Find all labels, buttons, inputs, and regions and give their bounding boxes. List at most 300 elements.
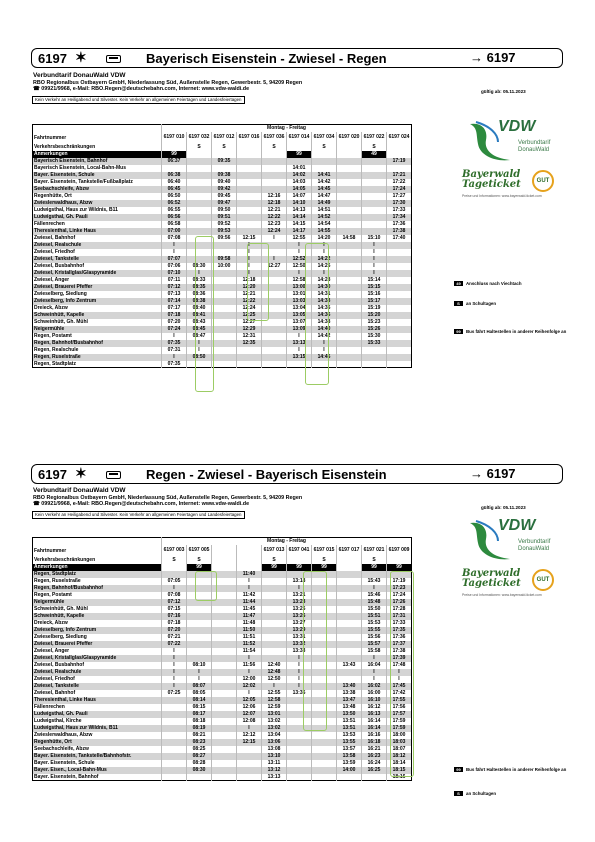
departure-time — [237, 158, 262, 165]
stop-name: Zwiesel, Tankstelle — [33, 683, 162, 690]
departure-time — [237, 207, 262, 214]
departure-time — [387, 277, 412, 284]
departure-time — [187, 648, 212, 655]
operator-address: RBO Regionalbus Ostbayern GmbH, Niederlassung Süd, Außenstelle Regen, Gewerbestr. 5, 94209 Regen — [33, 494, 303, 501]
departure-time — [337, 641, 362, 648]
departure-time: 13:09 — [287, 326, 312, 333]
departure-time: 06:56 — [162, 214, 187, 221]
departure-time — [262, 277, 287, 284]
departure-time: 16:16 — [362, 732, 387, 739]
stop-name: Zwieslerwaldhaus, Abzw — [33, 200, 162, 207]
departure-time: I — [162, 354, 187, 361]
departure-time: 08:30 — [187, 263, 212, 270]
departure-time: 17:55 — [387, 697, 412, 704]
departure-time: 12:12 — [237, 732, 262, 739]
departure-time — [162, 711, 187, 718]
departure-time: 16:10 — [362, 697, 387, 704]
stop-row — [33, 606, 412, 613]
departure-time: 17:23 — [387, 585, 412, 592]
departure-time: I — [162, 669, 187, 676]
departure-time — [387, 242, 412, 249]
stop-name: Ludwigsthal, Haus zur Wildnis, B11 — [33, 725, 162, 732]
notes-cell — [387, 151, 412, 158]
departure-time: I — [162, 242, 187, 249]
legend-text: an Schultagen — [466, 791, 497, 796]
departure-time — [387, 326, 412, 333]
departure-time: I — [237, 585, 262, 592]
vdw-text: VDW — [498, 517, 536, 534]
departure-time: 12:06 — [237, 704, 262, 711]
departure-time: 08:41 — [187, 312, 212, 319]
departure-time — [312, 627, 337, 634]
departure-time: 15:43 — [362, 578, 387, 585]
departure-time: I — [162, 249, 187, 256]
departure-time: 06:40 — [162, 179, 187, 186]
departure-time: 07:18 — [162, 620, 187, 627]
vdw-subtext — [518, 140, 550, 154]
departure-time — [312, 655, 337, 662]
departure-time — [187, 571, 212, 578]
departure-time: 08:15 — [187, 704, 212, 711]
restriction-cell: S — [362, 557, 387, 564]
departure-time — [312, 676, 337, 683]
stop-row — [33, 753, 412, 760]
departure-time — [312, 641, 337, 648]
stop-row — [33, 228, 412, 235]
service-note: Kein Verkehr an Heiligabend und Silvester. Kein Verkehr an allgemeinen Feiertagen und Landesfeiertagen — [32, 96, 245, 104]
departure-time: 12:50 — [262, 676, 287, 683]
restriction-cell: S — [187, 144, 212, 151]
departure-time — [212, 165, 237, 172]
departure-time — [337, 347, 362, 354]
bus-icon — [106, 471, 121, 479]
notes-cell — [212, 564, 237, 571]
departure-time — [187, 585, 212, 592]
departure-time — [387, 305, 412, 312]
departure-time: 14:28 — [312, 277, 337, 284]
departure-time: 12:52 — [287, 256, 312, 263]
departure-time — [212, 669, 237, 676]
departure-time: 17:59 — [387, 718, 412, 725]
departure-time: 13:00 — [287, 284, 312, 291]
departure-time: 17:35 — [387, 627, 412, 634]
departure-time: 06:50 — [162, 193, 187, 200]
departure-time: 11:45 — [237, 606, 262, 613]
departure-time: 07:35 — [162, 340, 187, 347]
departure-time: I — [362, 242, 387, 249]
departure-time — [312, 669, 337, 676]
stop-row — [33, 305, 412, 312]
departure-time — [237, 228, 262, 235]
departure-time — [362, 207, 387, 214]
stop-name: Seebachschleife, Abzw — [33, 746, 162, 753]
departure-time: 06:58 — [162, 221, 187, 228]
departure-time: 12:22 — [237, 298, 262, 305]
departure-time — [287, 704, 312, 711]
departure-time — [212, 354, 237, 361]
notes-cell — [212, 151, 237, 158]
departure-time — [162, 165, 187, 172]
departure-time — [262, 158, 287, 165]
departure-time: 13:02 — [262, 718, 287, 725]
departure-time — [337, 221, 362, 228]
departure-time: 12:27 — [262, 263, 287, 270]
departure-time: 09:53 — [212, 228, 237, 235]
legend-s — [454, 791, 497, 797]
departure-time: 18:15 — [387, 767, 412, 774]
departure-time: 11:52 — [237, 641, 262, 648]
stop-name: Ludwigsthal, Haus zur Wildnis, B11 — [33, 207, 162, 214]
stop-row — [33, 767, 412, 774]
departure-time — [212, 739, 237, 746]
departure-time — [337, 613, 362, 620]
stop-name: Zwiesel, Kristallglas/Glaspyramide — [33, 270, 162, 277]
departure-time — [287, 718, 312, 725]
departure-time — [337, 214, 362, 221]
departure-time — [337, 165, 362, 172]
departure-time: 06:55 — [162, 207, 187, 214]
departure-time: I — [262, 256, 287, 263]
departure-time: 11:40 — [237, 571, 262, 578]
tageticket-text — [462, 170, 521, 190]
restriction-row — [33, 557, 412, 564]
departure-time: 12:21 — [237, 291, 262, 298]
departure-time: 13:26 — [287, 613, 312, 620]
stop-name: Ludwigsthal, Gh. Pauli — [33, 214, 162, 221]
departure-time: 13:43 — [337, 662, 362, 669]
stop-name: Regenhütte, Ort — [33, 739, 162, 746]
departure-time: I — [362, 270, 387, 277]
legend-text: Bus fährt Haltestellen in anderer Reihenfolge an — [466, 767, 567, 772]
departure-time: 12:15 — [237, 235, 262, 242]
departure-time: 11:48 — [237, 620, 262, 627]
day-header: Montag - Freitag — [162, 538, 412, 545]
notes-cell — [337, 564, 362, 571]
departure-time — [162, 571, 187, 578]
stop-row — [33, 732, 412, 739]
departure-time: 08:28 — [187, 760, 212, 767]
departure-time: 14:14 — [287, 214, 312, 221]
departure-time: 06:52 — [162, 200, 187, 207]
route-header-outbound — [31, 48, 563, 68]
departure-time: 18:07 — [387, 746, 412, 753]
departure-time: I — [187, 347, 212, 354]
departure-time — [312, 578, 337, 585]
departure-time — [337, 277, 362, 284]
tageticket-line2: Tageticket — [462, 179, 521, 190]
departure-time: 14:17 — [287, 228, 312, 235]
departure-time: 14:03 — [287, 179, 312, 186]
departure-time: 18:14 — [387, 760, 412, 767]
departure-time — [262, 592, 287, 599]
departure-time — [237, 214, 262, 221]
departure-time: 12:27 — [237, 319, 262, 326]
trip-number: 6197 032 — [187, 132, 212, 144]
departure-time — [387, 319, 412, 326]
stop-row — [33, 655, 412, 662]
departure-time: 14:38 — [312, 319, 337, 326]
departure-time — [262, 291, 287, 298]
departure-time: 13:55 — [337, 739, 362, 746]
stop-name: Zwiesel, Brauerei Pfeffer — [33, 284, 162, 291]
departure-time — [237, 179, 262, 186]
departure-time: 12:58 — [262, 697, 287, 704]
notes-cell: 99 — [287, 564, 312, 571]
departure-time — [262, 648, 287, 655]
gut-badge: GUT — [532, 170, 554, 192]
departure-time: 07:08 — [162, 592, 187, 599]
stop-row — [33, 207, 412, 214]
departure-time: 06:45 — [162, 186, 187, 193]
stop-name: Zwiesel, Bahnhof — [33, 690, 162, 697]
legend-key: 99 — [454, 767, 463, 772]
notes-cell: 99 — [387, 564, 412, 571]
stop-name: Schweinhütt, Kapelle — [33, 312, 162, 319]
departure-time — [212, 333, 237, 340]
departure-time: 14:45 — [312, 186, 337, 193]
restriction-cell: S — [312, 557, 337, 564]
stop-name: Zwiesel, Brauerei Pfeffer — [33, 641, 162, 648]
departure-time — [212, 648, 237, 655]
departure-time — [162, 704, 187, 711]
departure-time — [387, 312, 412, 319]
trip-number: 6197 036 — [262, 132, 287, 144]
departure-time: 06:38 — [162, 172, 187, 179]
departure-time — [362, 172, 387, 179]
stop-row — [33, 179, 412, 186]
restriction-cell — [212, 557, 237, 564]
departure-time: 13:48 — [337, 704, 362, 711]
departure-time: 13:57 — [337, 746, 362, 753]
departure-time — [312, 599, 337, 606]
departure-time: 13:01 — [262, 711, 287, 718]
restriction-label: Verkehrsbeschränkungen — [33, 144, 162, 151]
departure-time — [387, 270, 412, 277]
departure-time: 09:56 — [212, 235, 237, 242]
stop-row — [33, 298, 412, 305]
tageticket-line1: Bayerwald — [462, 568, 521, 579]
departure-time: I — [237, 655, 262, 662]
departure-time: 15:51 — [362, 613, 387, 620]
departure-time — [212, 270, 237, 277]
departure-time: 14:20 — [312, 235, 337, 242]
departure-time: 15:16 — [362, 291, 387, 298]
stop-row — [33, 592, 412, 599]
departure-time: 09:38 — [212, 172, 237, 179]
departure-time: 16:02 — [362, 683, 387, 690]
departure-time: 14:00 — [337, 767, 362, 774]
departure-time: 14:45 — [312, 354, 337, 361]
restriction-cell — [162, 144, 187, 151]
departure-time: I — [162, 585, 187, 592]
departure-time — [187, 172, 212, 179]
stop-name: Bayerisch Eisenstein, Bahnhof — [33, 158, 162, 165]
departure-time: 12:23 — [262, 221, 287, 228]
departure-time — [337, 228, 362, 235]
departure-time — [162, 725, 187, 732]
stop-row — [33, 235, 412, 242]
restriction-cell: S — [262, 144, 287, 151]
departure-time: 17:59 — [387, 725, 412, 732]
stop-row — [33, 242, 412, 249]
trip-number: 6197 016 — [237, 132, 262, 144]
departure-time: I — [312, 242, 337, 249]
departure-time — [262, 599, 287, 606]
gut-badge: GUT — [532, 569, 554, 591]
departure-time — [187, 256, 212, 263]
departure-time: I — [287, 662, 312, 669]
stop-row — [33, 186, 412, 193]
departure-time — [262, 354, 287, 361]
trip-number: 6197 010 — [162, 132, 187, 144]
departure-time: 07:17 — [162, 305, 187, 312]
departure-time — [262, 641, 287, 648]
legend-text: an Schultagen — [466, 301, 497, 306]
departure-time — [312, 725, 337, 732]
departure-time: 17:21 — [387, 172, 412, 179]
notes-cell: 99 — [187, 564, 212, 571]
departure-time — [337, 242, 362, 249]
departure-time: 17:24 — [387, 592, 412, 599]
departure-time — [162, 697, 187, 704]
departure-time — [187, 228, 212, 235]
departure-time — [187, 193, 212, 200]
departure-time: 14:31 — [312, 291, 337, 298]
departure-time — [312, 571, 337, 578]
stop-row — [33, 277, 412, 284]
departure-time — [312, 158, 337, 165]
trip-number: 6197 015 — [312, 545, 337, 557]
stop-row — [33, 613, 412, 620]
departure-time: 08:10 — [187, 662, 212, 669]
stop-name: Zwiesel, Bahnhof — [33, 235, 162, 242]
departure-time — [187, 221, 212, 228]
departure-time: 13:04 — [287, 305, 312, 312]
stop-name: Bayer. Eisenstein, Tankstelle/Fußballplatz — [33, 179, 162, 186]
departure-time — [212, 690, 237, 697]
departure-time: 07:20 — [162, 319, 187, 326]
departure-time: 17:30 — [387, 200, 412, 207]
departure-time: 17:48 — [387, 662, 412, 669]
departure-time — [212, 606, 237, 613]
stop-name: Ludwigsthal, Gh. Pauli — [33, 711, 162, 718]
departure-time: 09:50 — [212, 207, 237, 214]
departure-time — [262, 627, 287, 634]
stop-row — [33, 193, 412, 200]
stop-row — [33, 214, 412, 221]
departure-time: 07:14 — [162, 298, 187, 305]
stop-name: Zwiesel, Anger — [33, 277, 162, 284]
departure-time — [337, 172, 362, 179]
departure-time — [212, 711, 237, 718]
restriction-cell — [387, 557, 412, 564]
departure-time — [362, 186, 387, 193]
departure-time: 07:18 — [162, 312, 187, 319]
departure-time — [262, 270, 287, 277]
departure-time: 08:07 — [187, 683, 212, 690]
route-number: 6197 — [38, 467, 67, 482]
notes-cell — [312, 151, 337, 158]
trip-number: 6197 024 — [387, 132, 412, 144]
departure-time: 08:35 — [187, 284, 212, 291]
stop-name: Zwieselberg, Info Zentrum — [33, 627, 162, 634]
departure-time: I — [162, 683, 187, 690]
departure-time: 17:42 — [387, 690, 412, 697]
departure-time: I — [287, 669, 312, 676]
departure-time: 17:36 — [387, 634, 412, 641]
departure-time: 08:47 — [187, 333, 212, 340]
departure-time: I — [237, 725, 262, 732]
operator-info — [33, 73, 302, 93]
departure-time: 08:36 — [187, 291, 212, 298]
route-arrow: → 6197 — [470, 466, 516, 481]
stop-name: Seebachschleife, Abzw — [33, 186, 162, 193]
departure-time — [387, 284, 412, 291]
departure-time: 13:25 — [287, 606, 312, 613]
departure-time: I — [262, 683, 287, 690]
day-header-row — [33, 125, 412, 132]
departure-time — [287, 697, 312, 704]
stop-name: Zwieselberg, Siedlung — [33, 291, 162, 298]
trip-number: 6197 041 — [287, 545, 312, 557]
departure-time: I — [162, 333, 187, 340]
departure-time — [162, 718, 187, 725]
departure-time: 17:40 — [387, 235, 412, 242]
stop-row — [33, 158, 412, 165]
departure-time: I — [287, 585, 312, 592]
departure-time: 10:00 — [212, 263, 237, 270]
trip-number: 6197 014 — [287, 132, 312, 144]
departure-time: 07:25 — [162, 690, 187, 697]
departure-time: 12:55 — [262, 690, 287, 697]
departure-time — [337, 200, 362, 207]
departure-time — [187, 606, 212, 613]
valid-from: gültig ab: 05.11.2023 — [481, 505, 526, 510]
stop-name: Schweinhütt, Gh. Mühl — [33, 606, 162, 613]
departure-time: I — [162, 676, 187, 683]
departure-time: 14:35 — [312, 305, 337, 312]
departure-time: 13:33 — [287, 648, 312, 655]
departure-time — [237, 347, 262, 354]
legend-s — [454, 301, 497, 307]
departure-time: 07:06 — [162, 263, 187, 270]
departure-time: 09:51 — [212, 214, 237, 221]
departure-time — [312, 760, 337, 767]
departure-time — [387, 340, 412, 347]
departure-time — [212, 284, 237, 291]
departure-time — [312, 606, 337, 613]
departure-time: 08:18 — [187, 718, 212, 725]
legend-text: Anschluss nach Viechtach — [466, 281, 522, 286]
departure-time: 13:35 — [287, 690, 312, 697]
departure-time — [337, 256, 362, 263]
stop-row — [33, 312, 412, 319]
departure-time — [187, 655, 212, 662]
departure-time — [212, 592, 237, 599]
departure-time — [262, 655, 287, 662]
vdw-sub2: DonauWald — [518, 546, 550, 552]
departure-time — [262, 319, 287, 326]
stop-name: Bayer. Eisenstein, Bahnhof — [33, 774, 162, 781]
notes-cell — [237, 564, 262, 571]
departure-time — [362, 228, 387, 235]
departure-time: 07:22 — [162, 641, 187, 648]
tageticket-fine-print: Preise und Informationen: www.bayerwald-ticket.com — [462, 194, 542, 198]
stop-name: Schweinhütt, Kapelle — [33, 613, 162, 620]
departure-time — [312, 718, 337, 725]
departure-time — [162, 767, 187, 774]
restriction-cell — [387, 144, 412, 151]
